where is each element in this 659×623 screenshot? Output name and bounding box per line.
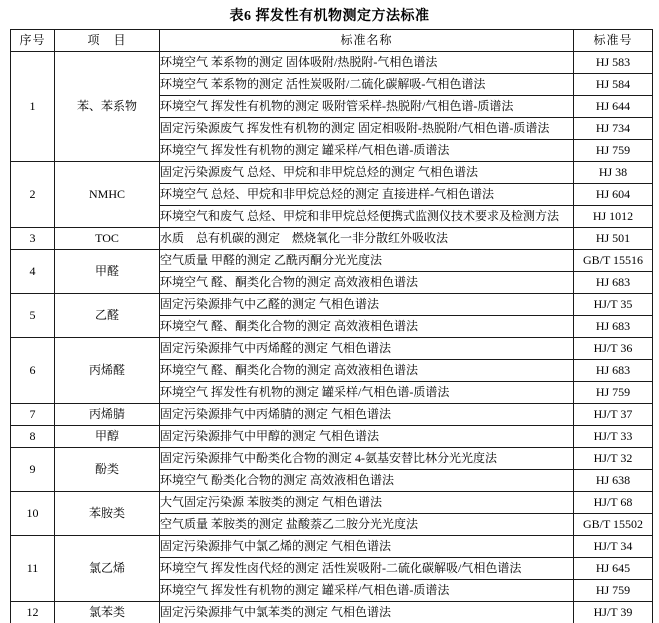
standard-code-cell: HJ 683 bbox=[574, 360, 653, 382]
row-number-cell: 7 bbox=[11, 404, 55, 426]
table-row bbox=[11, 228, 653, 250]
standard-code-cell: HJ 645 bbox=[574, 558, 653, 580]
item-cell: 苯、苯系物 bbox=[55, 52, 160, 162]
standard-name-cell: 环境空气 苯系物的测定 活性炭吸附/二硫化碳解吸-气相色谱法 bbox=[160, 74, 574, 96]
standard-name-cell: 环境空气 醛、酮类化合物的测定 高效液相色谱法 bbox=[160, 360, 574, 382]
standard-name-cell: 环境空气 挥发性有机物的测定 罐采样/气相色谱-质谱法 bbox=[160, 580, 574, 602]
standard-code-cell: HJ 1012 bbox=[574, 206, 653, 228]
item-cell: 苯胺类 bbox=[55, 492, 160, 536]
standard-name-cell: 固定污染源排气中丙烯腈的测定 气相色谱法 bbox=[160, 404, 574, 426]
standard-code-cell: HJ 604 bbox=[574, 184, 653, 206]
row-number-cell: 10 bbox=[11, 492, 55, 536]
header-row bbox=[11, 30, 653, 52]
standard-name-cell: 固定污染源废气 总烃、甲烷和非甲烷总烃的测定 气相色谱法 bbox=[160, 162, 574, 184]
standard-code-cell: GB/T 15502 bbox=[574, 514, 653, 536]
standard-code-cell: HJ 683 bbox=[574, 316, 653, 338]
table-row bbox=[11, 338, 653, 360]
standard-name-cell: 固定污染源排气中甲醇的测定 气相色谱法 bbox=[160, 426, 574, 448]
standard-name-cell: 环境空气 醛、酮类化合物的测定 高效液相色谱法 bbox=[160, 316, 574, 338]
row-number-cell: 4 bbox=[11, 250, 55, 294]
standard-code-cell: HJ/T 33 bbox=[574, 426, 653, 448]
standard-name-cell: 环境空气 苯系物的测定 固体吸附/热脱附-气相色谱法 bbox=[160, 52, 574, 74]
standard-code-cell: HJ/T 35 bbox=[574, 294, 653, 316]
standard-name-cell: 环境空气 总烃、甲烷和非甲烷总烃的测定 直接进样-气相色谱法 bbox=[160, 184, 574, 206]
table-row bbox=[11, 492, 653, 514]
row-number-cell: 6 bbox=[11, 338, 55, 404]
row-number-cell: 1 bbox=[11, 52, 55, 162]
standard-code-cell: HJ 759 bbox=[574, 140, 653, 162]
standard-code-cell: HJ/T 39 bbox=[574, 602, 653, 623]
standard-code-cell: HJ 759 bbox=[574, 382, 653, 404]
standard-code-cell: HJ 38 bbox=[574, 162, 653, 184]
item-cell: 氯苯类 bbox=[55, 602, 160, 623]
row-number-cell: 12 bbox=[11, 602, 55, 623]
table-row bbox=[11, 162, 653, 184]
standard-name-cell: 环境空气和废气 总烃、甲烷和非甲烷总烃便携式监测仪技术要求及检测方法 bbox=[160, 206, 574, 228]
table-header bbox=[11, 30, 653, 52]
standard-code-cell: HJ/T 34 bbox=[574, 536, 653, 558]
standard-name-cell: 水质 总有机碳的测定 燃烧氧化一非分散红外吸收法 bbox=[160, 228, 574, 250]
table-row bbox=[11, 404, 653, 426]
item-cell: 乙醛 bbox=[55, 294, 160, 338]
table-row bbox=[11, 294, 653, 316]
standard-name-cell: 环境空气 挥发性有机物的测定 罐采样/气相色谱-质谱法 bbox=[160, 140, 574, 162]
table-row bbox=[11, 250, 653, 272]
table-row bbox=[11, 426, 653, 448]
table-row bbox=[11, 448, 653, 470]
standard-code-cell: HJ 759 bbox=[574, 580, 653, 602]
item-cell: TOC bbox=[55, 228, 160, 250]
table-row bbox=[11, 52, 653, 74]
standard-code-cell: HJ 583 bbox=[574, 52, 653, 74]
item-cell: 丙烯腈 bbox=[55, 404, 160, 426]
row-number-cell: 11 bbox=[11, 536, 55, 602]
standard-name-cell: 环境空气 挥发性有机物的测定 罐采样/气相色谱-质谱法 bbox=[160, 382, 574, 404]
standard-name-cell: 环境空气 醛、酮类化合物的测定 高效液相色谱法 bbox=[160, 272, 574, 294]
table-title: 表6 挥发性有机物测定方法标准 bbox=[229, 9, 430, 24]
row-number-cell: 2 bbox=[11, 162, 55, 228]
standard-name-cell: 空气质量 甲醛的测定 乙酰丙酮分光光度法 bbox=[160, 250, 574, 272]
table-body bbox=[11, 52, 653, 623]
item-cell: 甲醇 bbox=[55, 426, 160, 448]
standard-code-cell: HJ/T 32 bbox=[574, 448, 653, 470]
standard-code-cell: HJ 638 bbox=[574, 470, 653, 492]
standard-name-cell: 大气固定污染源 苯胺类的测定 气相色谱法 bbox=[160, 492, 574, 514]
standard-code-cell: HJ/T 37 bbox=[574, 404, 653, 426]
item-cell: NMHC bbox=[55, 162, 160, 228]
header-standard-code: 标准号 bbox=[574, 30, 653, 52]
row-number-cell: 5 bbox=[11, 294, 55, 338]
standard-name-cell: 环境空气 挥发性有机物的测定 吸附管采样-热脱附/气相色谱-质谱法 bbox=[160, 96, 574, 118]
standard-code-cell: HJ 734 bbox=[574, 118, 653, 140]
header-item: 项 目 bbox=[55, 30, 160, 52]
standard-name-cell: 固定污染源排气中氯乙烯的测定 气相色谱法 bbox=[160, 536, 574, 558]
table-row bbox=[11, 602, 653, 623]
row-number-cell: 9 bbox=[11, 448, 55, 492]
standard-name-cell: 环境空气 挥发性卤代烃的测定 活性炭吸附-二硫化碳解吸/气相色谱法 bbox=[160, 558, 574, 580]
standard-code-cell: HJ 584 bbox=[574, 74, 653, 96]
standards-table bbox=[10, 29, 653, 623]
row-number-cell: 8 bbox=[11, 426, 55, 448]
standard-code-cell: HJ 644 bbox=[574, 96, 653, 118]
row-number-cell: 3 bbox=[11, 228, 55, 250]
table-row bbox=[11, 536, 653, 558]
standard-code-cell: HJ 501 bbox=[574, 228, 653, 250]
item-cell: 酚类 bbox=[55, 448, 160, 492]
standard-code-cell: HJ/T 68 bbox=[574, 492, 653, 514]
standard-name-cell: 固定污染源废气 挥发性有机物的测定 固定相吸附-热脱附/气相色谱-质谱法 bbox=[160, 118, 574, 140]
standard-name-cell: 环境空气 酚类化合物的测定 高效液相色谱法 bbox=[160, 470, 574, 492]
standard-name-cell: 空气质量 苯胺类的测定 盐酸萘乙二胺分光光度法 bbox=[160, 514, 574, 536]
item-cell: 丙烯醛 bbox=[55, 338, 160, 404]
item-cell: 氯乙烯 bbox=[55, 536, 160, 602]
standard-name-cell: 固定污染源排气中丙烯醛的测定 气相色谱法 bbox=[160, 338, 574, 360]
standard-code-cell: HJ 683 bbox=[574, 272, 653, 294]
standard-name-cell: 固定污染源排气中乙醛的测定 气相色谱法 bbox=[160, 294, 574, 316]
standard-name-cell: 固定污染源排气中酚类化合物的测定 4-氨基安替比林分光光度法 bbox=[160, 448, 574, 470]
header-no: 序号 bbox=[11, 30, 55, 52]
standard-code-cell: HJ/T 36 bbox=[574, 338, 653, 360]
standard-name-cell: 固定污染源排气中氯苯类的测定 气相色谱法 bbox=[160, 602, 574, 623]
standard-code-cell: GB/T 15516 bbox=[574, 250, 653, 272]
header-standard-name: 标准名称 bbox=[160, 30, 574, 52]
item-cell: 甲醛 bbox=[55, 250, 160, 294]
